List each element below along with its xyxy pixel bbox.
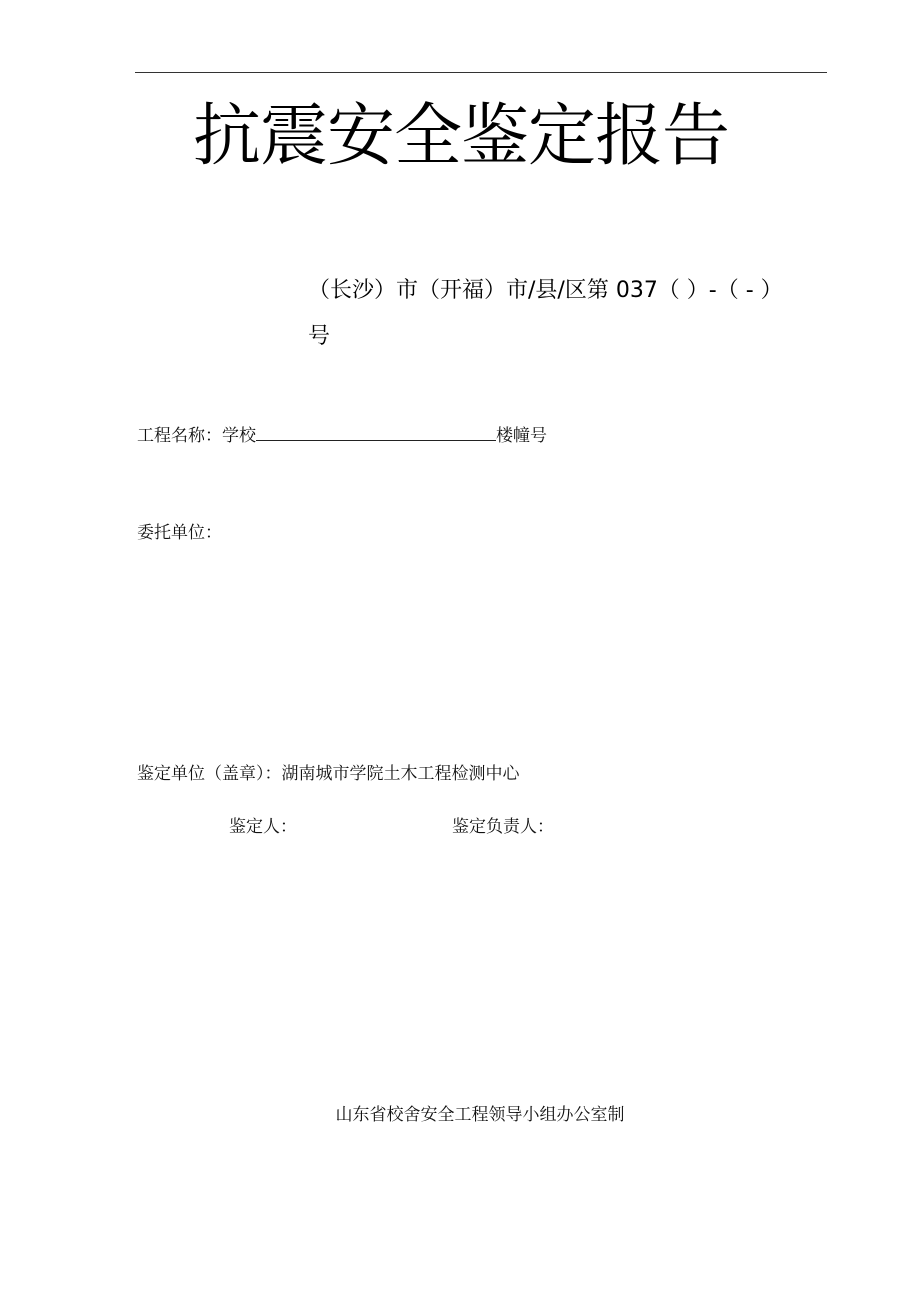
appraiser-signature-label: 鉴定人： [229,817,297,837]
project-school-text: 学校 [222,426,256,446]
appraisal-unit-value: 湖南城市学院土木工程检测中心 [281,764,520,784]
issuer-footer: 山东省校舍安全工程领导小组办公室制 [335,1105,625,1125]
project-name-label: 工程名称： [137,426,222,446]
report-number-line-1: （长沙）市（开福）市/县/区第 037（ ）-（ - ） [308,278,783,303]
top-horizontal-rule [135,72,827,73]
client-unit-field [137,521,222,545]
report-title: 抗震安全鉴定报告 [193,97,730,176]
project-building-suffix: 楼幢号 [496,426,547,446]
report-number [308,268,820,360]
project-name-blank[interactable] [256,424,496,441]
client-unit-label: 委托单位： [137,523,222,543]
project-name-field [137,424,547,448]
appraisal-unit-field [137,762,520,786]
appraisal-unit-label: 鉴定单位（盖章）： [137,764,282,784]
report-number-line-2: 号 [308,324,331,349]
responsible-person-signature-label: 鉴定负责人： [452,817,554,837]
